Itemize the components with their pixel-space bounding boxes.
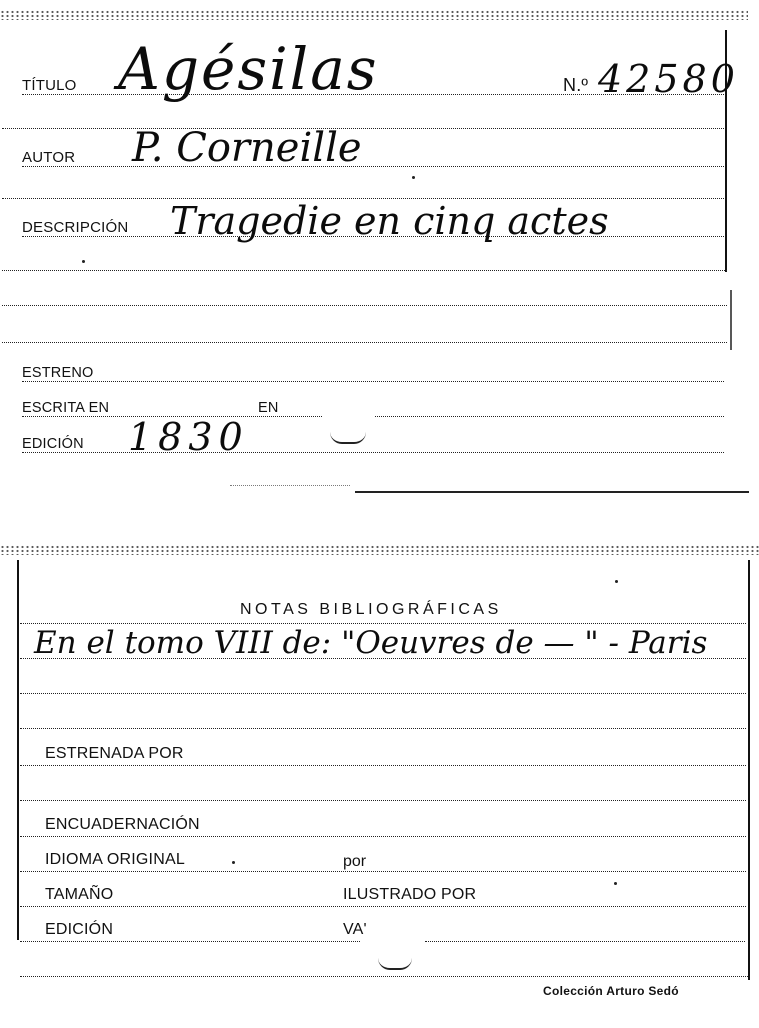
descripcion-value: Tragedie en cinq actes <box>170 199 609 243</box>
card-top-bottom-edge <box>355 491 749 493</box>
notas-value: En el tomo VIII de: "Oeuvres de — " - Paris <box>34 625 708 661</box>
rule-b8 <box>20 871 746 872</box>
speck <box>82 260 85 263</box>
rule-4 <box>2 305 727 306</box>
estreno-label: ESTRENO <box>22 365 94 381</box>
hole-mark-top <box>330 432 366 444</box>
autor-value: P. Corneille <box>132 125 362 171</box>
tamano-label: TAMAÑO <box>45 886 114 903</box>
rule-5 <box>2 342 727 343</box>
rule-b10-right <box>425 941 745 942</box>
rule-b6 <box>20 800 746 801</box>
card-top-right-edge-lower <box>730 290 732 350</box>
en-line <box>375 416 724 417</box>
coleccion-label: Colección Arturo Sedó <box>543 984 679 998</box>
en-label: EN <box>258 400 279 416</box>
rule-b10-left <box>20 941 360 942</box>
card-bottom-right-edge <box>748 560 750 980</box>
card-bottom-left-edge <box>17 560 19 940</box>
rule-bottom-faint <box>230 485 350 486</box>
speck <box>232 861 235 864</box>
autor-line <box>22 166 724 167</box>
edicion-bottom-label: EDICIÓN <box>45 921 114 938</box>
rule-b11 <box>20 976 748 977</box>
rule-3 <box>2 270 727 271</box>
scan-noise-top <box>0 10 748 20</box>
speck <box>412 176 415 179</box>
ilustrado-por-label: ILUSTRADO POR <box>343 886 477 903</box>
idioma-original-label: IDIOMA ORIGINAL <box>45 851 185 868</box>
notas-title: NOTAS BIBLIOGRÁFICAS <box>240 601 502 618</box>
numero-label: N.º <box>563 75 589 95</box>
hole-mark-bottom <box>378 958 412 970</box>
scan-noise-bottom <box>0 545 759 555</box>
speck <box>615 580 618 583</box>
rule-b3 <box>20 693 746 694</box>
numero-value: 42580 <box>598 57 739 101</box>
rule-b5 <box>20 765 746 766</box>
rule-b7 <box>20 836 746 837</box>
por-label: por <box>343 853 367 870</box>
rule-b9 <box>20 906 746 907</box>
rule-b2 <box>20 658 746 659</box>
va-label: VA' <box>343 921 367 938</box>
speck <box>614 882 617 885</box>
descripcion-label: DESCRIPCIÓN <box>22 219 129 236</box>
estreno-line <box>22 381 724 382</box>
estrenada-por-label: ESTRENADA POR <box>45 745 184 762</box>
edicion-label: EDICIÓN <box>22 436 84 452</box>
autor-label: AUTOR <box>22 149 76 166</box>
rule-b1 <box>20 623 746 624</box>
encuadernacion-label: ENCUADERNACIÓN <box>45 816 200 833</box>
rule-1 <box>2 128 724 129</box>
titulo-label: TÍTULO <box>22 77 77 94</box>
edicion-value: 1830 <box>128 415 249 459</box>
titulo-value: Agésilas <box>118 35 379 103</box>
rule-b4 <box>20 728 746 729</box>
escrita-en-label: ESCRITA EN <box>22 400 110 416</box>
